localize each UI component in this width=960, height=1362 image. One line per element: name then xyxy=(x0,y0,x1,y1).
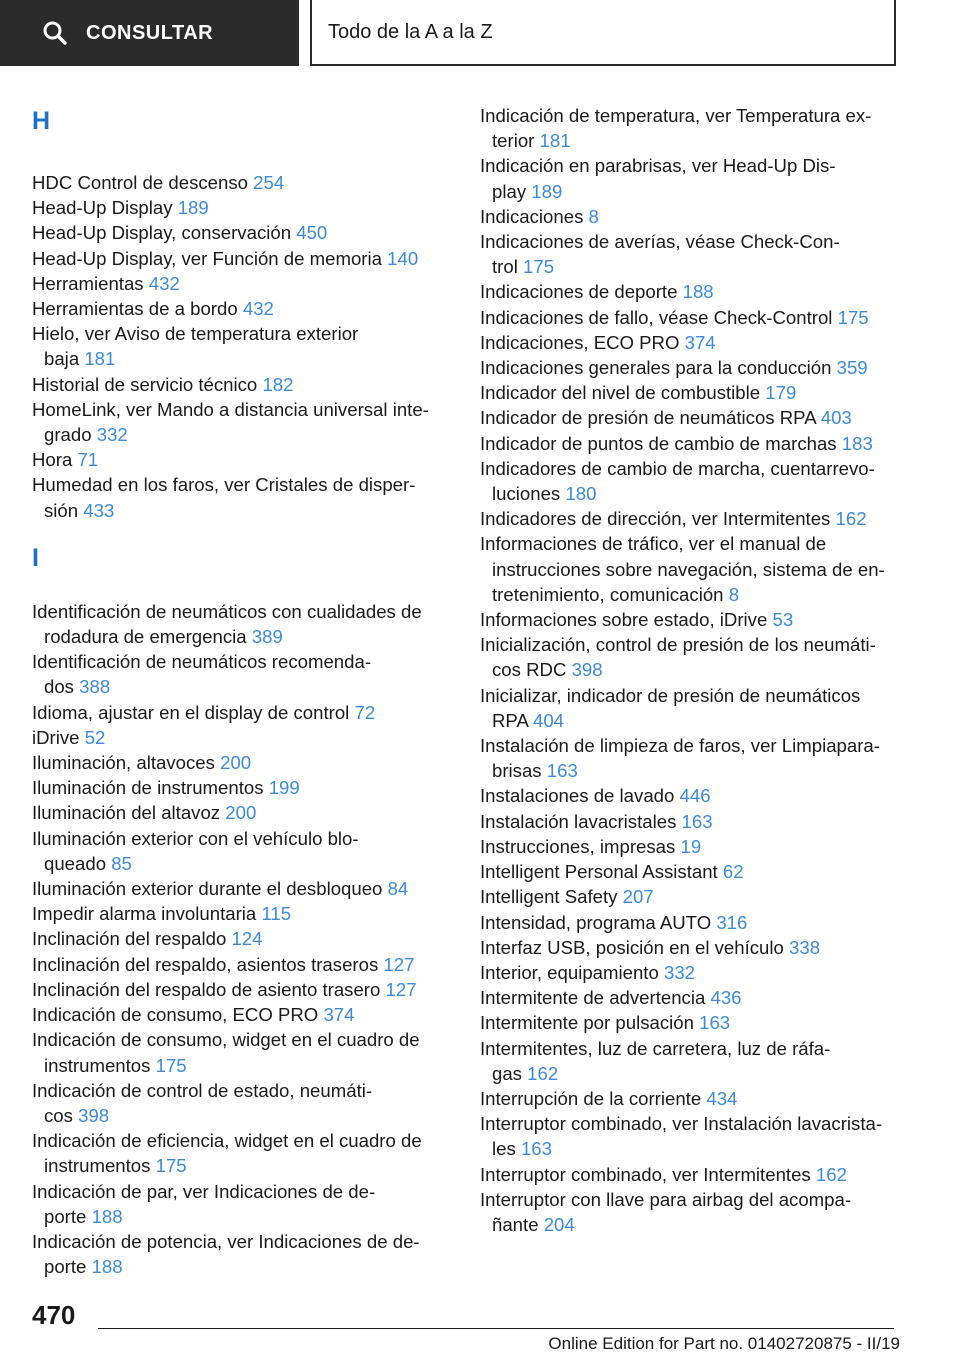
index-page-link[interactable]: 188 xyxy=(91,1205,123,1227)
index-entry-text: cos RDC xyxy=(492,659,567,681)
index-page-link[interactable]: 162 xyxy=(527,1062,559,1084)
index-page-link[interactable]: 84 xyxy=(387,878,409,900)
index-entry-text: Indicaciones generales para la conducción xyxy=(480,357,832,379)
index-entry xyxy=(480,960,900,985)
index-entry-text: Interior, equipamiento xyxy=(480,961,659,983)
index-page-link[interactable]: 432 xyxy=(242,298,274,320)
index-entry xyxy=(32,321,444,371)
index-page-link[interactable]: 127 xyxy=(383,953,415,975)
index-page-link[interactable]: 403 xyxy=(820,407,852,429)
index-page-link[interactable]: 204 xyxy=(543,1213,575,1235)
index-entry-text: instrumentos xyxy=(44,1155,151,1177)
index-entry xyxy=(480,1036,900,1086)
index-entry-text: Intelligent Personal Assistant xyxy=(480,861,718,883)
index-entry-text: HomeLink, ver Mando a distancia universal inte- xyxy=(32,398,429,420)
index-page-link[interactable]: 374 xyxy=(323,1004,355,1026)
index-entry-text: Informaciones sobre estado, iDrive xyxy=(480,609,768,631)
index-page-link[interactable]: 359 xyxy=(836,357,868,379)
index-entry-text: RPA xyxy=(492,709,528,731)
index-entry-text: Interruptor combinado, ver Intermitentes xyxy=(480,1163,811,1185)
index-entry xyxy=(480,632,900,682)
index-entry-text: play xyxy=(492,180,527,202)
index-page-link[interactable]: 175 xyxy=(155,1155,187,1177)
index-entry-text: Iluminación exterior con el vehículo blo- xyxy=(32,827,359,849)
index-entry xyxy=(480,1187,900,1237)
index-entry xyxy=(480,305,900,330)
index-entry-text: rodadura de emergencia xyxy=(44,626,247,648)
index-page-link[interactable]: 163 xyxy=(681,810,713,832)
index-page-link[interactable]: 338 xyxy=(789,936,821,958)
index-entry-text: Indicadores de cambio de marcha, cuentarrevo- xyxy=(480,457,875,479)
index-entry-text: Impedir alarma involuntaria xyxy=(32,903,257,925)
index-entry-text: Intelligent Safety xyxy=(480,886,618,908)
index-entry-text: Instrucciones, impresas xyxy=(480,835,676,857)
index-entry-text: Inclinación del respaldo, asientos traseros xyxy=(32,953,379,975)
index-entry xyxy=(480,330,900,355)
index-page-link[interactable]: 52 xyxy=(84,726,106,748)
index-entry-text: Indicación de par, ver Indicaciones de de- xyxy=(32,1180,376,1202)
index-entry-text: Indicación de consumo, ECO PRO xyxy=(32,1004,319,1026)
index-entry xyxy=(480,783,900,808)
index-page-link[interactable]: 62 xyxy=(722,861,744,883)
index-page-link[interactable]: 179 xyxy=(765,382,797,404)
index-entry-text: queado xyxy=(44,852,107,874)
index-column-right xyxy=(480,103,900,1237)
index-page-link[interactable]: 182 xyxy=(262,373,294,395)
index-entry xyxy=(480,153,900,203)
index-entry-text: Head-Up Display, conservación xyxy=(32,222,292,244)
index-entry-text: Iluminación, altavoces xyxy=(32,752,215,774)
index-entry xyxy=(480,204,900,229)
index-entry-text: cos xyxy=(44,1104,73,1126)
index-entry-text: Indicaciones xyxy=(480,205,584,227)
index-entry xyxy=(32,220,444,245)
edition-footer: Online Edition for Part no. 01402720875 - II/19 xyxy=(548,1334,900,1353)
page-number: 470 xyxy=(32,1300,76,1330)
index-entry-text: porte xyxy=(44,1256,87,1278)
index-entry xyxy=(32,372,444,397)
index-entry-text: Instalaciones de lavado xyxy=(480,785,675,807)
index-page-link[interactable]: 200 xyxy=(225,802,257,824)
index-entry xyxy=(480,1111,900,1161)
index-entry xyxy=(480,456,900,506)
index-entry-text: Interfaz USB, posición en el vehículo xyxy=(480,936,784,958)
index-entry xyxy=(32,876,444,901)
index-entry xyxy=(32,977,444,1002)
index-entry-text: Intermitente por pulsación xyxy=(480,1012,694,1034)
index-entry-text: Indicaciones, ECO PRO xyxy=(480,331,680,353)
index-entry-text: Indicador del nivel de combustible xyxy=(480,382,761,404)
search-tab[interactable] xyxy=(0,0,299,66)
index-page-link[interactable]: 163 xyxy=(699,1012,731,1034)
index-entry xyxy=(32,1229,444,1279)
index-entry-text: Indicación de control de estado, neumáti- xyxy=(32,1079,373,1101)
index-list-h xyxy=(32,170,444,523)
index-page-link[interactable]: 200 xyxy=(220,752,252,774)
index-page-link[interactable]: 389 xyxy=(251,626,283,648)
index-page-link[interactable]: 183 xyxy=(841,432,873,454)
index-page-link[interactable]: 188 xyxy=(91,1256,123,1278)
index-page-link[interactable]: 199 xyxy=(268,777,300,799)
index-page-link[interactable]: 127 xyxy=(385,978,417,1000)
index-entry-text: porte xyxy=(44,1205,87,1227)
index-entry-text: dos xyxy=(44,676,74,698)
index-entry-text: Indicador de presión de neumáticos RPA xyxy=(480,407,816,429)
index-page-link[interactable]: 433 xyxy=(83,499,115,521)
index-entry-text: brisas xyxy=(492,760,542,782)
index-page-link[interactable]: 115 xyxy=(261,903,292,925)
index-entry xyxy=(32,472,444,522)
index-entry-text: Iluminación del altavoz xyxy=(32,802,221,824)
index-list-i xyxy=(32,599,444,1279)
index-entry xyxy=(32,447,444,472)
index-entry xyxy=(480,506,900,531)
index-entry-text: les xyxy=(492,1138,516,1160)
index-entry-text: tretenimiento, comunicación xyxy=(492,583,724,605)
index-page-link[interactable]: 72 xyxy=(354,701,376,723)
index-entry-text: Head-Up Display xyxy=(32,197,173,219)
index-page-link[interactable]: 181 xyxy=(539,130,571,152)
index-entry-text: Indicador de puntos de cambio de marchas xyxy=(480,432,837,454)
index-letter-h: H xyxy=(32,107,51,135)
index-page-link[interactable]: 189 xyxy=(531,180,563,202)
index-entry xyxy=(480,380,900,405)
index-page-link[interactable]: 436 xyxy=(710,987,742,1009)
index-page-link[interactable]: 404 xyxy=(533,709,565,731)
index-entry-text: Indicaciones de averías, véase Check-Con- xyxy=(480,231,840,253)
index-entry-text: Hielo, ver Aviso de temperatura exterior xyxy=(32,323,359,345)
index-entry xyxy=(480,1010,900,1035)
index-page-link[interactable]: 432 xyxy=(148,272,180,294)
index-page-link[interactable]: 374 xyxy=(684,331,716,353)
index-list-right xyxy=(480,103,900,1237)
index-page-link[interactable]: 388 xyxy=(79,676,111,698)
index-page-link[interactable]: 180 xyxy=(565,483,597,505)
index-entry xyxy=(480,355,900,380)
index-entry-text: Intensidad, programa AUTO xyxy=(480,911,712,933)
index-entry xyxy=(480,229,900,279)
index-entry xyxy=(32,725,444,750)
index-entry-text: ñante xyxy=(492,1213,539,1235)
index-entry xyxy=(32,1027,444,1077)
index-entry xyxy=(32,599,444,649)
index-page-link[interactable]: 332 xyxy=(96,424,128,446)
index-page-link[interactable]: 434 xyxy=(706,1087,738,1109)
index-entry-text: instrumentos xyxy=(44,1054,151,1076)
search-tab-label: CONSULTAR xyxy=(86,21,214,44)
index-entry xyxy=(32,700,444,725)
index-entry-text: Interrupción de la corriente xyxy=(480,1087,702,1109)
index-page-link[interactable]: 189 xyxy=(177,197,209,219)
footer-divider xyxy=(98,1328,894,1329)
index-entry xyxy=(480,531,900,607)
index-entry xyxy=(480,884,900,909)
page-header xyxy=(0,0,960,66)
index-entry-text: Indicación de temperatura, ver Temperatura ex- xyxy=(480,105,872,126)
index-column-left xyxy=(32,102,444,1279)
index-entry xyxy=(32,775,444,800)
index-entry xyxy=(32,826,444,876)
index-entry xyxy=(480,103,900,153)
index-page-link[interactable]: 254 xyxy=(253,172,285,193)
index-entry xyxy=(480,859,900,884)
index-entry xyxy=(32,952,444,977)
index-entry xyxy=(480,1086,900,1111)
index-page-link[interactable]: 124 xyxy=(231,928,263,950)
index-entry xyxy=(32,1179,444,1229)
index-entry-text: Inicializar, indicador de presión de neumáticos xyxy=(480,684,861,706)
index-page-link[interactable]: 175 xyxy=(155,1054,187,1076)
index-entry xyxy=(32,901,444,926)
index-page-link[interactable]: 316 xyxy=(716,911,748,933)
section-title-tab[interactable] xyxy=(310,0,896,66)
index-entry-text: Informaciones de tráfico, ver el manual de xyxy=(480,533,827,555)
index-page-link[interactable]: 181 xyxy=(84,348,116,370)
index-entry-text: Iluminación de instrumentos xyxy=(32,777,264,799)
index-entry-text: Instalación lavacristales xyxy=(480,810,677,832)
index-entry-text: Head-Up Display, ver Función de memoria xyxy=(32,247,382,269)
index-entry xyxy=(32,1128,444,1178)
index-entry xyxy=(480,985,900,1010)
index-page-link[interactable]: 398 xyxy=(78,1104,110,1126)
index-entry-text: Instalación de limpieza de faros, ver Limpiapara- xyxy=(480,735,880,757)
index-entry xyxy=(32,800,444,825)
index-page-link[interactable]: 8 xyxy=(588,205,599,227)
index-page-link[interactable]: 332 xyxy=(664,961,696,983)
index-entry xyxy=(480,683,900,733)
index-entry-text: Inicialización, control de presión de los neumáti- xyxy=(480,634,876,656)
index-entry xyxy=(480,431,900,456)
index-entry-text: Herramientas xyxy=(32,272,144,294)
index-entry-text: Humedad en los faros, ver Cristales de disper- xyxy=(32,474,416,496)
index-entry-text: trol xyxy=(492,256,518,278)
index-entry-text: gas xyxy=(492,1062,522,1084)
index-entry-text: Intermitente de advertencia xyxy=(480,987,706,1009)
index-page-link[interactable]: 163 xyxy=(520,1138,552,1160)
index-page-link[interactable]: 175 xyxy=(837,306,869,328)
index-entry xyxy=(32,926,444,951)
index-entry-text: Inclinación del respaldo xyxy=(32,928,227,950)
index-entry-text: sión xyxy=(44,499,79,521)
index-entry-text: Indicación de consumo, widget en el cuadro de xyxy=(32,1029,420,1051)
index-page-link[interactable]: 446 xyxy=(679,785,711,807)
index-entry xyxy=(32,296,444,321)
index-entry xyxy=(480,279,900,304)
index-letter-i: I xyxy=(32,543,39,572)
index-entry-text: Indicación de potencia, ver Indicaciones de de- xyxy=(32,1230,420,1252)
index-entry xyxy=(32,195,444,220)
index-entry-text: Hora xyxy=(32,449,73,471)
index-entry xyxy=(480,405,900,430)
index-entry-text: Inclinación del respaldo de asiento trasero xyxy=(32,978,381,1000)
index-page-link[interactable]: 19 xyxy=(680,835,702,857)
index-entry-text: Historial de servicio técnico xyxy=(32,373,258,395)
index-entry xyxy=(480,935,900,960)
index-entry-text: Indicaciones de deporte xyxy=(480,281,678,303)
section-title: Todo de la A a la Z xyxy=(328,20,493,43)
index-entry-text: Identificación de neumáticos con cualidades de xyxy=(32,600,422,622)
index-entry-text: Iluminación exterior durante el desbloqueo xyxy=(32,878,383,900)
index-page-link[interactable]: 162 xyxy=(835,508,867,530)
search-icon xyxy=(42,20,68,46)
index-page-link[interactable]: 162 xyxy=(815,1163,847,1185)
index-entry xyxy=(32,1002,444,1027)
index-page-link[interactable]: 175 xyxy=(523,256,555,278)
index-entry-text: baja xyxy=(44,348,80,370)
index-entry-text: Identificación de neumáticos recomenda- xyxy=(32,651,372,673)
index-page-link[interactable]: 8 xyxy=(728,583,740,605)
index-page-link[interactable]: 140 xyxy=(387,247,419,269)
index-entry-text: grado xyxy=(44,424,92,446)
index-entry xyxy=(32,397,444,447)
index-entry xyxy=(480,809,900,834)
index-entry-text: terior xyxy=(492,130,535,152)
index-page-link[interactable]: 71 xyxy=(77,449,99,471)
index-entry-text: instrucciones sobre navegación, sistema de en- xyxy=(492,558,885,580)
index-page-link[interactable]: 450 xyxy=(296,222,328,244)
index-page-link[interactable]: 188 xyxy=(682,281,714,303)
index-page-link[interactable]: 163 xyxy=(546,760,578,782)
index-entry-text: iDrive xyxy=(32,726,80,748)
index-entry-text: Interruptor con llave para airbag del acompa- xyxy=(480,1188,852,1210)
index-entry xyxy=(32,271,444,296)
index-entry xyxy=(480,1162,900,1187)
index-entry-text: Indicación de eficiencia, widget en el cuadro de xyxy=(32,1130,422,1152)
index-entry xyxy=(480,910,900,935)
index-entry xyxy=(480,733,900,783)
index-entry-text: Indicación en parabrisas, ver Head-Up Dis- xyxy=(480,155,836,177)
index-entry-text: luciones xyxy=(492,483,561,505)
index-entry xyxy=(32,246,444,271)
index-entry-text: Indicadores de dirección, ver Intermitentes xyxy=(480,508,831,530)
index-page-link[interactable]: 85 xyxy=(111,852,132,874)
index-entry xyxy=(480,834,900,859)
index-entry-text: HDC Control de descenso xyxy=(32,172,248,193)
index-page-link[interactable]: 207 xyxy=(622,886,654,908)
index-entry xyxy=(32,649,444,699)
index-page-link[interactable]: 398 xyxy=(571,659,603,681)
index-entry-text: Interruptor combinado, ver Instalación lavacrista- xyxy=(480,1113,883,1135)
index-entry xyxy=(32,750,444,775)
index-entry-text: Indicaciones de fallo, véase Check-Control xyxy=(480,306,833,328)
index-entry xyxy=(32,170,444,195)
index-entry-text: Herramientas de a bordo xyxy=(32,298,238,320)
index-entry xyxy=(480,607,900,632)
index-entry-text: Idioma, ajustar en el display de control xyxy=(32,701,350,723)
index-page-link[interactable]: 53 xyxy=(772,609,794,631)
index-entry-text: Intermitentes, luz de carretera, luz de ráfa- xyxy=(480,1037,831,1059)
index-entry xyxy=(32,1078,444,1128)
